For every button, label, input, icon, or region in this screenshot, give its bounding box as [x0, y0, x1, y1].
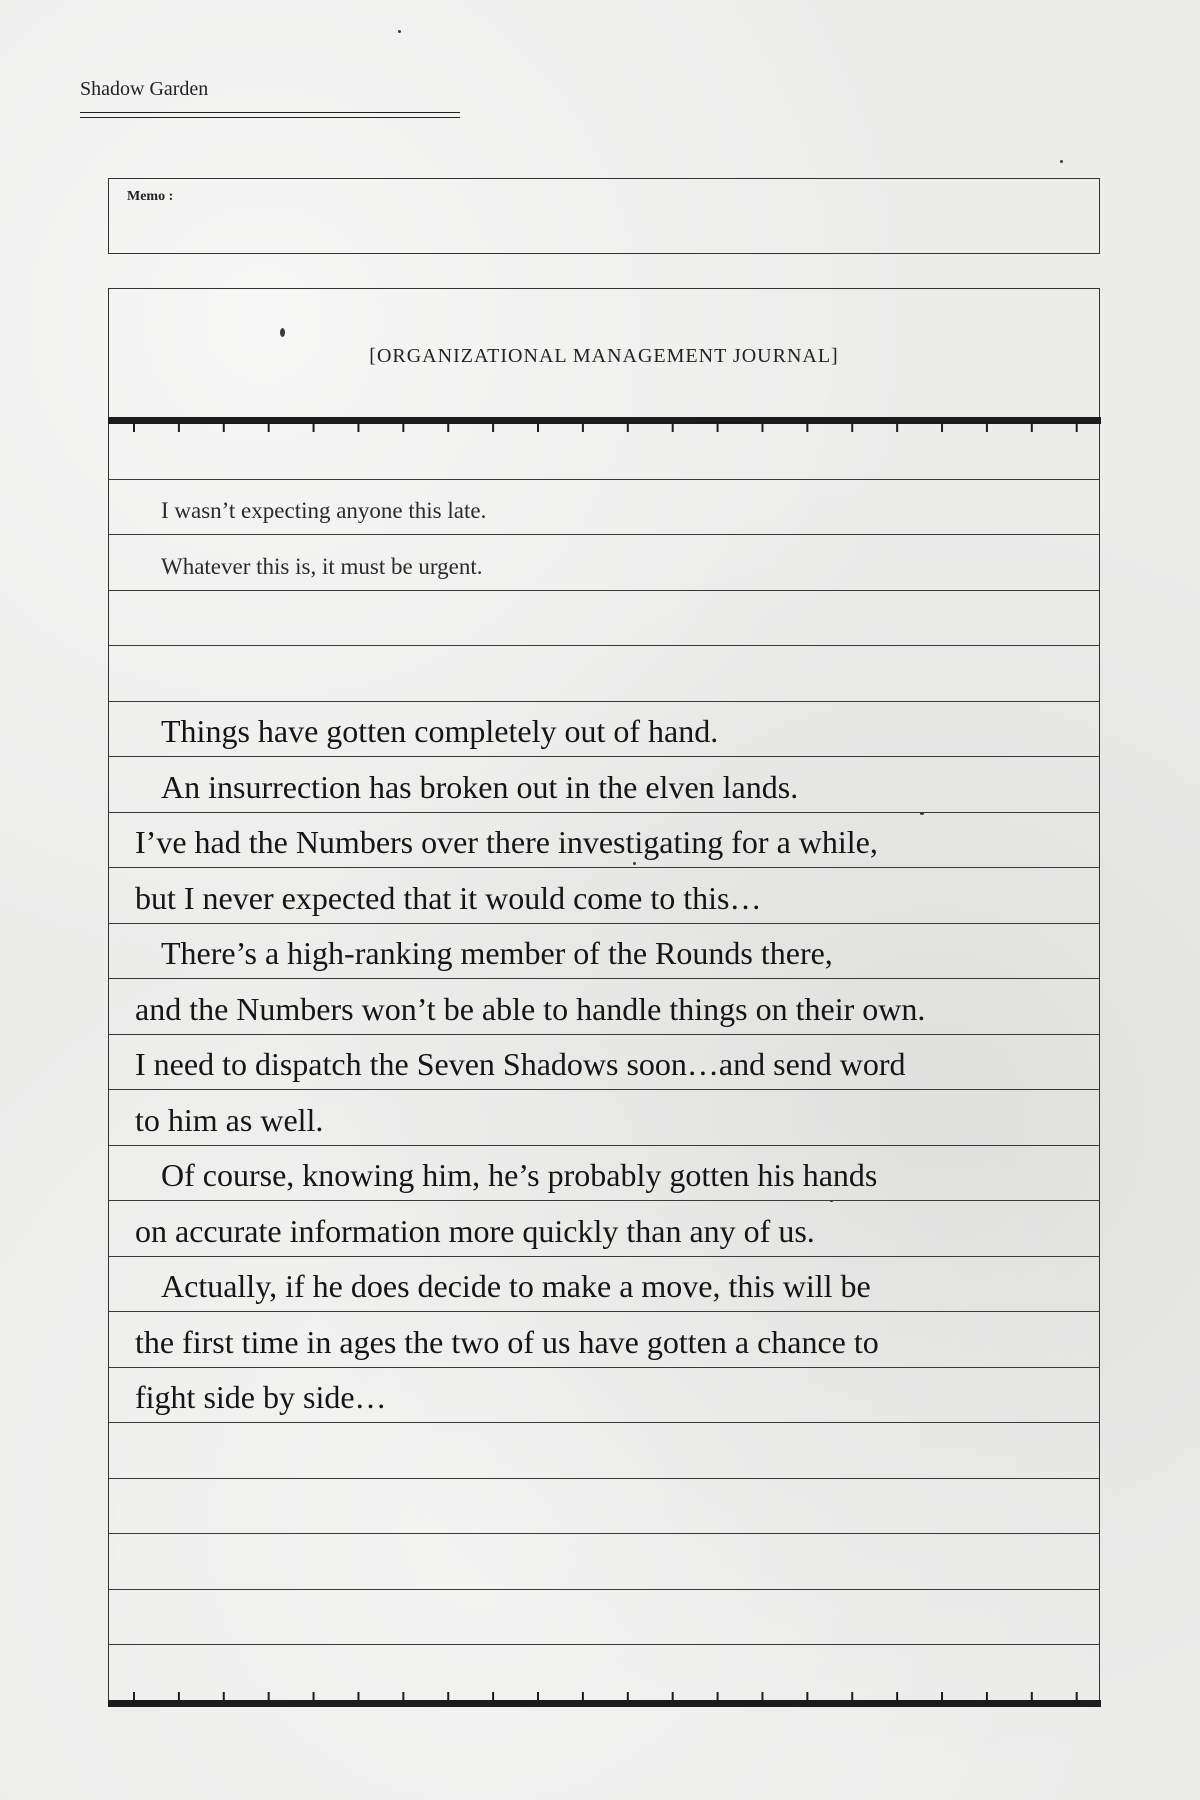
- journal-line: [109, 979, 1099, 1035]
- journal-bottom-ticks: [109, 1692, 1099, 1700]
- paper-speck: [1060, 160, 1063, 163]
- journal-line: [109, 1201, 1099, 1257]
- journal-line: [109, 1312, 1099, 1368]
- journal-line: [109, 1146, 1099, 1202]
- journal-line-text: to him as well.: [135, 1101, 324, 1138]
- journal-line: [109, 1479, 1099, 1535]
- journal-line-text: the first time in ages the two of us have gotten a chance to: [135, 1323, 879, 1360]
- journal-line: [109, 868, 1099, 924]
- brand-double-rule: [80, 112, 460, 118]
- journal-line: [109, 591, 1099, 647]
- journal-line-text: An insurrection has broken out in the elven lands.: [161, 768, 799, 805]
- journal-bottom-rule: [108, 1700, 1101, 1707]
- journal-line-text: fight side by side…: [135, 1379, 387, 1415]
- journal-sheet: [108, 288, 1100, 1706]
- journal-line-text: I wasn’t expecting anyone this late.: [161, 498, 487, 523]
- journal-lines: [109, 424, 1099, 1701]
- journal-line: [109, 535, 1099, 591]
- journal-line: [109, 924, 1099, 980]
- journal-top-rule: [108, 417, 1101, 424]
- journal-line-text: I’ve had the Numbers over there investigating for a while,: [135, 824, 878, 860]
- journal-line-text: I need to dispatch the Seven Shadows soon…and send word: [135, 1046, 906, 1082]
- journal-line: [109, 1534, 1099, 1590]
- journal-title: [ORGANIZATIONAL MANAGEMENT JOURNAL]: [369, 345, 839, 367]
- journal-line-text: and the Numbers won’t be able to handle things on their own.: [135, 990, 926, 1027]
- journal-line-text: Things have gotten completely out of hand.: [161, 713, 719, 749]
- journal-line: [109, 480, 1099, 536]
- journal-line: [109, 1257, 1099, 1313]
- journal-line: [109, 813, 1099, 869]
- journal-line: [109, 1368, 1099, 1424]
- journal-line-text: Whatever this is, it must be urgent.: [161, 553, 483, 579]
- journal-line: [109, 1035, 1099, 1091]
- journal-line: [109, 646, 1099, 702]
- journal-line: [109, 1090, 1099, 1146]
- journal-line: [109, 1423, 1099, 1479]
- journal-line: [109, 1590, 1099, 1646]
- brand-name: Shadow Garden: [80, 78, 209, 100]
- journal-line-text: Of course, knowing him, he’s probably gotten his hands: [161, 1157, 878, 1193]
- journal-line: [109, 702, 1099, 758]
- journal-line-text: Actually, if he does decide to make a move, this will be: [161, 1268, 871, 1304]
- journal-line: [109, 424, 1099, 480]
- journal-line-text: There’s a high-ranking member of the Rounds there,: [161, 935, 833, 971]
- journal-line: [109, 757, 1099, 813]
- memo-label: Memo :: [127, 189, 174, 204]
- journal-line-text: on accurate information more quickly than any of us.: [135, 1212, 815, 1249]
- memo-box: [108, 178, 1100, 254]
- journal-line-text: but I never expected that it would come to this…: [135, 879, 762, 916]
- paper-speck: [398, 30, 401, 33]
